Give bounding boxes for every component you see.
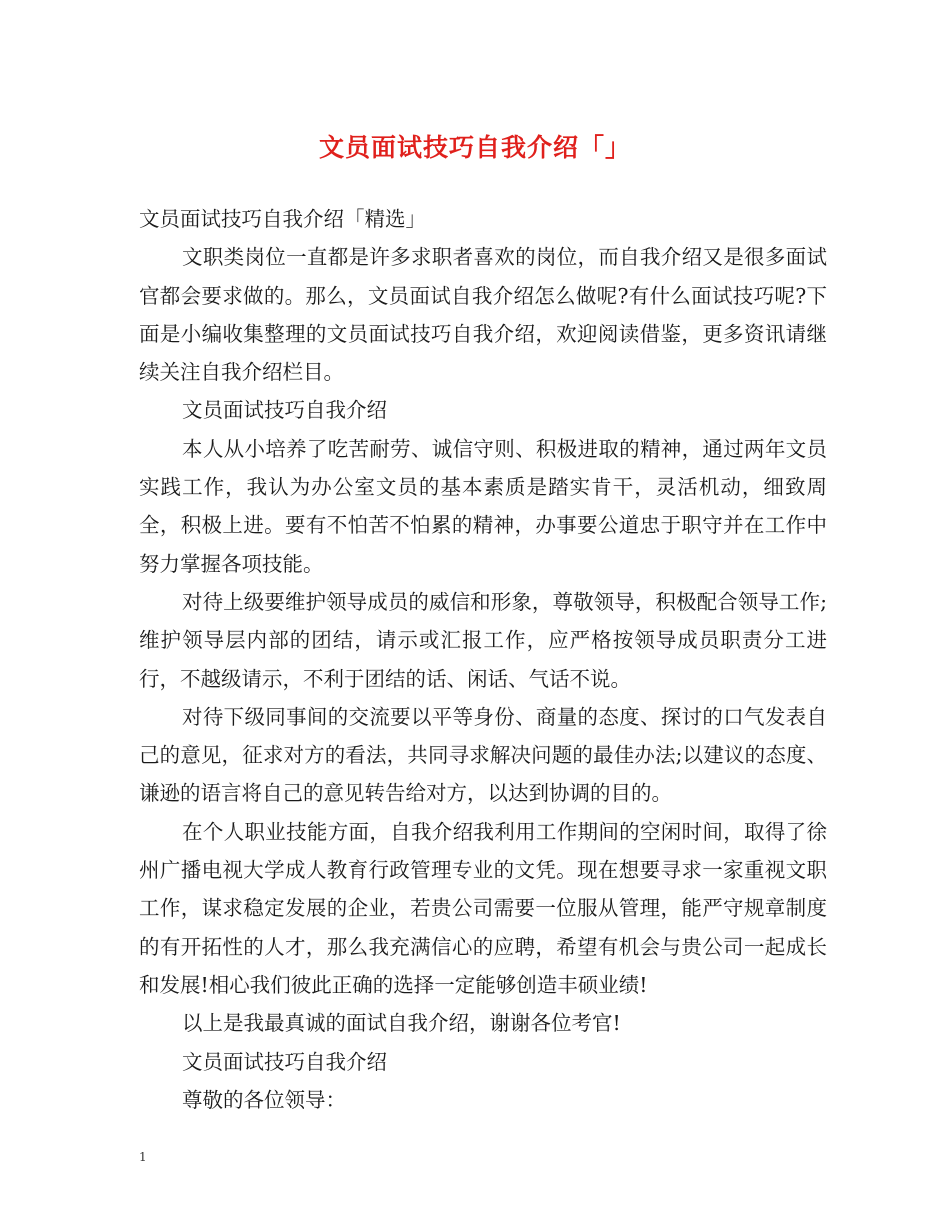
page-number: 1 — [139, 1150, 147, 1164]
body-paragraph: 在个人职业技能方面，自我介绍我利用工作期间的空闲时间，取得了徐州广播电视大学成人教育行政管理专业的文凭。现在想要寻求一家重视文职工作，谋求稳定发展的企业，若贵公司需要一位服从管理，能严守规章制度的有开拓性的人才，那么我充满信心的应聘，希望有机会与贵公司一起成长和发展!相心我们彼此正确的选择一定能够创造丰硕业绩! — [139, 819, 827, 997]
subtitle-paragraph: 文员面试技巧自我介绍「精选」 — [139, 207, 426, 231]
salutation-paragraph: 尊敬的各位领导： — [182, 1087, 346, 1112]
section-heading: 文员面试技巧自我介绍 — [182, 398, 387, 423]
body-paragraph: 对待上级要维护领导成员的威信和形象，尊敬领导，积极配合领导工作;维护领导层内部的团结，请示或汇报工作，应严格按领导成员职责分工进行，不越级请示，不利于团结的话、闲话、气话不说。 — [139, 589, 827, 691]
body-paragraph: 本人从小培养了吃苦耐劳、诚信守则、积极进取的精神，通过两年文员实践工作，我认为办公室文员的基本素质是踏实肯干，灵活机动，细致周全，积极上进。要有不怕苦不怕累的精神，办事要公道忠于职守并在工作中努力掌握各项技能。 — [139, 436, 827, 576]
intro-paragraph: 文职类岗位一直都是许多求职者喜欢的岗位，而自我介绍又是很多面试官都会要求做的。那么，文员面试自我介绍怎么做呢?有什么面试技巧呢?下面是小编收集整理的文员面试技巧自我介绍，欢迎阅读借鉴，更多资讯请继续关注自我介绍栏目。 — [139, 245, 827, 385]
closing-paragraph: 以上是我最真诚的面试自我介绍，谢谢各位考官! — [182, 1011, 621, 1036]
document-title: 文员面试技巧自我介绍「」 — [318, 133, 631, 162]
body-paragraph: 对待下级同事间的交流要以平等身份、商量的态度、探讨的口气发表自己的意见，征求对方的看法，共同寻求解决问题的最佳办法;以建议的态度、谦逊的语言将自己的意见转告给对方，以达到协调的目的。 — [139, 704, 827, 806]
document-body — [139, 200, 827, 1119]
section-heading: 文员面试技巧自我介绍 — [182, 1049, 387, 1074]
